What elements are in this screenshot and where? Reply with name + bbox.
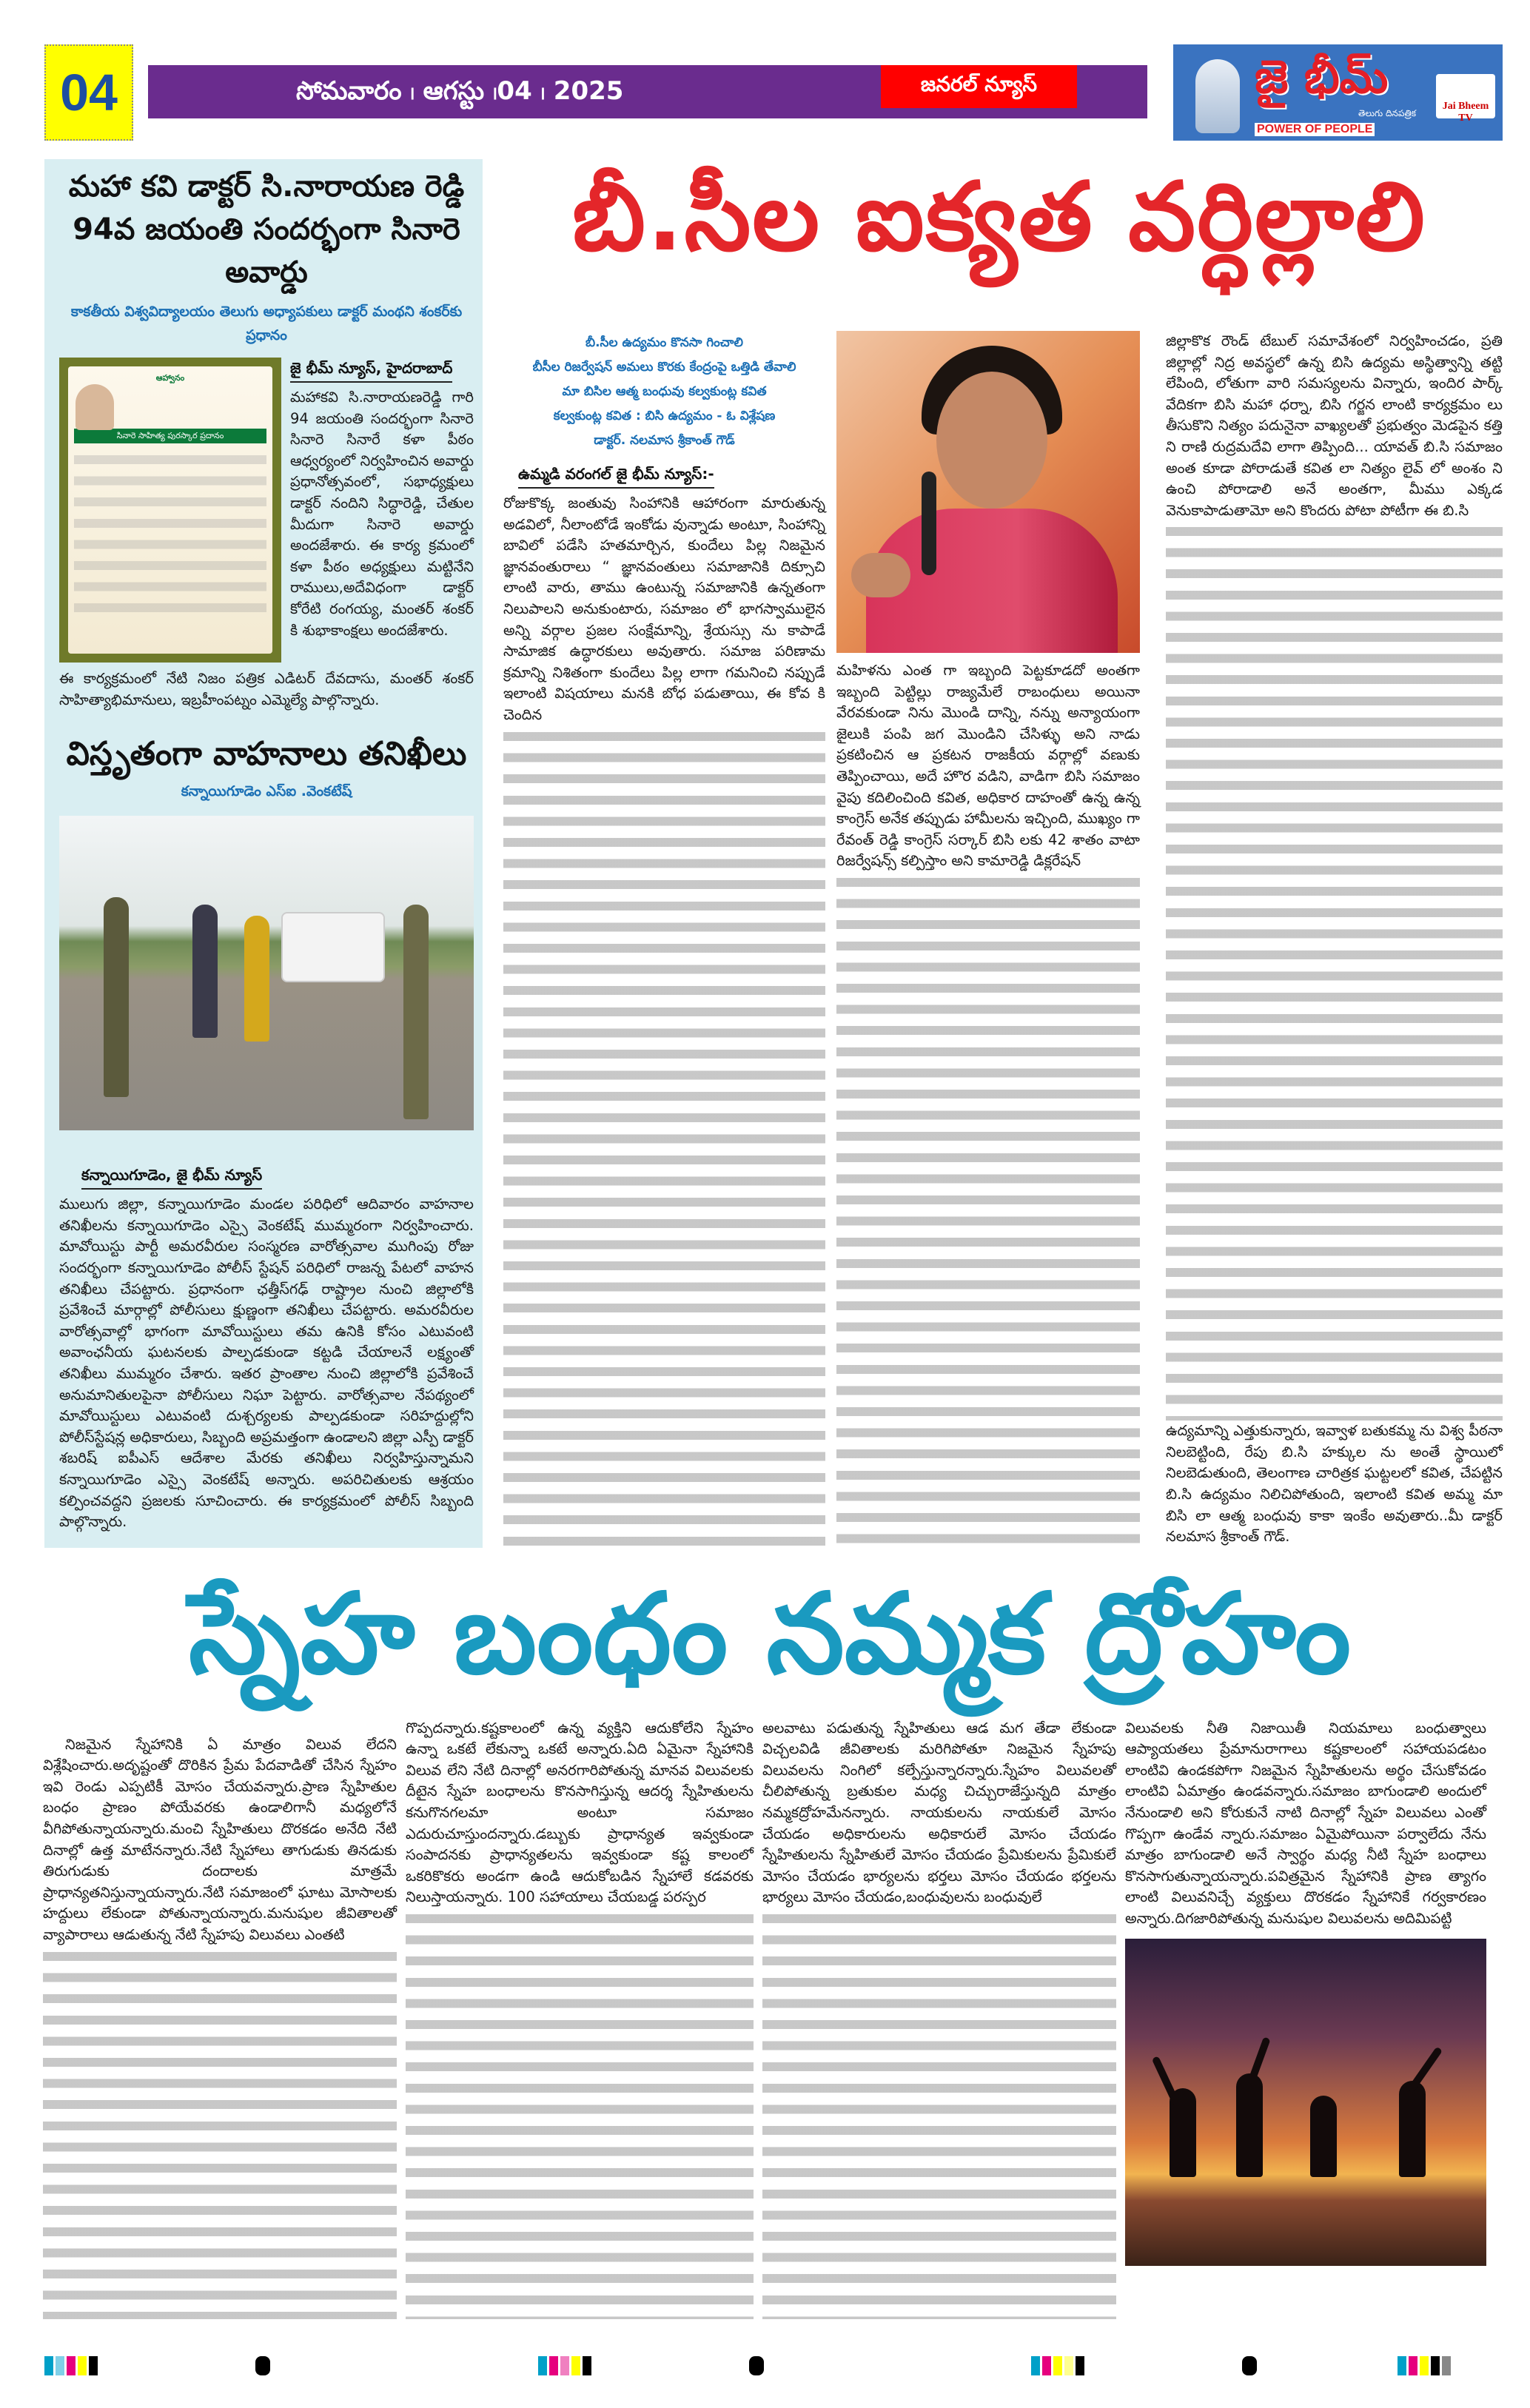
award-byline: జై భీమ్ న్యూస్, హైదరాబాద్ [290, 358, 452, 383]
bc-subheadline: బీ.సీల ఉద్యమం కొనసా గించాలి [585, 335, 744, 350]
registration-mark [749, 2356, 764, 2375]
page-number: 04 [44, 44, 133, 141]
checks-story [59, 1164, 474, 1533]
award-story [290, 358, 474, 641]
text-continuation [43, 1946, 397, 2319]
bc-headline: బీ.సీల ఐక్యత వర్ధిల్లాలి [572, 162, 1426, 272]
issue-date: సోమవారం ၊ ఆగస్టు ၊04 ၊ 2025 [296, 76, 624, 106]
hand-shape [851, 553, 910, 597]
text-continuation [836, 872, 1140, 1548]
text-continuation [406, 1908, 754, 2319]
text-continuation [762, 1908, 1116, 2319]
friendship-column-2 [406, 1718, 754, 2319]
friendship-column-3 [762, 1718, 1116, 2319]
kavitha-photo [836, 331, 1140, 653]
friendship-col4-body: విలువలకు నీతి నిజాయితీ నియమాలు బంధుత్వాలు ఆప్యాయతలు ప్రేమానురాగాలు కష్టకాలంలో సహాయపడటం లాంటివి ఉండకపోగా నిజమైన స్నేహితులను అర్థం చేసుకోవడం లాంటివి ఏమాత్రం ఉండవన్నారు.సమాజం బాగుండాలి అందులో నేనుండాలి అని కోరుకునే నాటి దినాల్లో స్నేహ విలువలు ఎంతో గొప్పగా ఉండేవ న్నారు.సమాజం ఏమైపోయినా పర్వాలేదు నేను మాత్రం బాగుండాలి అనే స్వార్థం మధ్య నీటి స్నేహ బంధాలు కొనసాగుతున్నాయన్నారు.పవిత్రమైన స్నేహానికి ప్రాణ త్యాగం లాంటి విలువనిచ్చే వ్యక్తులు దొరకడం స్నేహానికే గర్వకారణం అన్నారు.దిగజారిపోతున్న మనుషుల విలువలను అదిమిపట్టి [1125, 1719, 1486, 1928]
bc-subheadline: బీసీల రిజర్వేషన్ అమలు కొరకు కేంద్రంపై ఒత్తిడి తేవాలి [532, 360, 796, 375]
top-section [44, 159, 1503, 1548]
award-invitation-image [59, 358, 281, 663]
bc-column-1 [496, 331, 825, 1548]
bc-col3-body: జిల్లాకొక రౌండ్ టేబుల్ సమావేశంలో నిర్వహించడం, ప్రతి జిల్లాల్లో నిద్ర అవస్థలో ఉన్న బిసి ఉద్యమ అస్థిత్వాన్ని తట్టి లేపింది, లోతుగా వారి సమస్యలను విన్నారు, ఇందిర పార్క్ వేదికగా బిసి మహా ధర్నా, బిసి గర్జన లాంటి కార్యక్రమం లు తీసుకొని నిత్యం పదునైనా వాఖ్యలతో ప్రభుత్వం మెడపైన కత్తి ని రాణి రుద్రమదేవి లాగా తిప్పింది... యావత్ బి.సి సమాజం అంత కూడా పోరాడుతే కవిత లా నిత్యం లైవ్ లో అంశం ని ఉంచి పోరాడాలి అనే అంతగా, మీము ఎక్కడ వెనుకాపాడుతామో అని కొందరు పోటా పోటీగా ఈ బి.సి [1166, 332, 1503, 519]
friendship-col1-body: నిజమైన స్నేహానికి ఏ మాత్రం విలువ లేదని విశ్లేషించారు.అదృష్టంతో దొరికిన ప్రేమ పేదవాడితో చేసిన స్నేహం ఇవి రెండు ఎప్పటికీ మోసం చేయవన్నారు.ప్రాణ స్నేహితుల బంధం ప్రాణం పోయేవరకు ఉండాలిగానీ మధ్యలోనే వీగిపోతున్నాయన్నారు.మంచి స్నేహితులు దొరకడం అనేది నేటి దినాల్లో ఉత్త మాటేనన్నారు.నేటి స్నేహాలు తాగుడుకు తినడుకు తిరుగుడుకు దందాలకు మాత్రమే ప్రాధాన్యతనిస్తున్నాయన్నారు.నేటి సమాజంలో ఘాటు మోసాలకు హద్దులు లేకుండా పోతున్నాయన్నారు.మనుషుల జీవితాలతో వ్యాపారాలు ఆడుతున్న నేటి స్నేహపు విలువలు ఎంతటి [43, 1735, 397, 1944]
bc-subheadlines [503, 331, 825, 453]
police-figure [403, 905, 429, 1119]
logo-subtitle: తెలుగు దినపత్రిక [1358, 108, 1417, 118]
police-figure [104, 897, 129, 1097]
color-registration-bar [538, 2356, 591, 2375]
friends-sunset-photo [1125, 1939, 1486, 2266]
microphone-icon [922, 472, 936, 575]
friendship-headline: స్నేహ బంధం నమ్మక ద్రోహం [188, 1569, 1352, 1699]
poet-portrait-icon [76, 384, 114, 430]
award-body-continued: ఈ కార్యక్రమంలో నేటి నిజం పత్రిక ఎడిటర్ దేవదాసు, మంతర్ శంకర్ సాహిత్యాభిమానులు, ఇబ్రహీంపట్నం ఎమ్మెల్యే పాల్గొన్నారు. [59, 670, 474, 708]
bc-subheadline: మా బిసిల ఆత్మ బంధువు కల్వకుంట్ల కవిత [562, 384, 767, 399]
bc-columns [496, 331, 1503, 1548]
invitation-header: ఆహ్వానం [155, 373, 185, 383]
print-marks [0, 2349, 1530, 2408]
color-registration-bar [44, 2356, 98, 2375]
person-figure [192, 905, 218, 1038]
bc-byline: ఉమ్మడి వరంగల్ జై భీమ్ న్యూస్:- [518, 463, 714, 489]
friendship-columns [43, 1718, 1495, 2319]
friendship-column-1 [43, 1718, 397, 2319]
friendship-column-4 [1125, 1718, 1486, 2319]
ambedkar-portrait-icon [1195, 59, 1240, 133]
text-continuation [1166, 521, 1503, 1421]
silhouette-figure [1399, 2081, 1426, 2177]
vehicle-check-photo [59, 816, 474, 1130]
bc-column-2 [836, 331, 1140, 1548]
person-figure [244, 916, 269, 1042]
silhouette-arm [1407, 2046, 1443, 2093]
award-body: మహాకవి సి.నారాయణరెడ్డి గారి 94 జయంతి సందర్భంగా సినారె సినారె సినారే కళా పీఠం ఆధ్వర్యంలో నిర్వహించిన అవార్డు ప్రధానోత్సవంలో, సభాధ్యక్షులు డాక్టర్ నందిని సిద్ధారెడ్డి, చేతుల మీదుగా సినారె అవార్డు అందజేశారు. ఈ కార్య క్రమంలో కళా పీఠం అధ్యక్షులు మట్టినేని రాములు,అదేవిధంగా డాక్టర్ కోరేటి రంగయ్య, మంతర్ శంకర్ కి శుభాకాంక్షలు అందజేశారు. [290, 389, 474, 639]
section-tag: జనరల్ న్యూస్ [881, 65, 1077, 108]
checks-body: ములుగు జిల్లా, కన్నాయిగూడెం మండల పరిధిలో ఆదివారం వాహనాల తనిఖీలను కన్నాయిగూడెం ఎస్సై వెంకటేష్ ముమ్మరంగా నిర్వహించారు. మావోయిస్టు పార్టీ అమరవీరుల సంస్మరణ వారోత్సవాల ముగింపు రోజు సందర్భంగా కన్నాయిగూడెం పోలీస్ స్టేషన్ పరిధిలో రాజన్న పేటలో వాహన తనిఖీలు చేపట్టారు. ప్రధానంగా ఛత్తీస్‌గఢ్ రాష్ట్రాల నుంచి జిల్లాలోకి ప్రవేశించే మార్గాల్లో పోలీసులు క్షుణ్ణంగా తనిఖీలు చేపట్టారు. అమరవీరుల వారోత్సవాల్లో భాగంగా మావోయిస్టులు తమ ఉనికి కోసం ఎటువంటి అవాంఛనీయ ఘటనలకు పాల్పడకుండా కట్టడి చేయాలనే లక్ష్యంతో తనిఖీలు ముమ్మరం చేశారు. ఇతర ప్రాంతాల నుంచి జిల్లాలోకి ప్రవేశించే అనుమానితులపైనా పోలీసులు నిఘా పెట్టారు. వారోత్సవాల నేపథ్యంలో మావోయిస్టులు ఎటువంటి దుశ్చర్యలకు పాల్పడకుండా సరిహద్దుల్లోని పోలీస్‌స్టేషన్ల అధికారులు, సిబ్బంది అప్రమత్తంగా ఉండాలని జిల్లా ఎస్పీ డాక్టర్ శబరిష్ ఐపీఎస్ ఆదేశాల మేరకు తనిఖీలు నిర్వహిస్తున్నామని కన్నాయిగూడెం ఎస్సై వెంకటేష్ అన్నారు. అపరిచితులకు ఆశ్రయం కల్పించవద్దని ప్రజలకు సూచించారు. ఈ కార్యక్రమంలో పోలీస్ సిబ్బంది పాల్గొన్నారు. [59, 1195, 474, 1531]
registration-mark [255, 2356, 270, 2375]
award-row [59, 358, 474, 663]
color-registration-bar [1031, 2356, 1084, 2375]
bc-col2-body: మహిళను ఎంత గా ఇబ్బంది పెట్టకూడదో అంతగా ఇబ్బంది పెట్టిల్లు రాజ్యమేలే రాబంధులు అయినా వేరవకుండా నిను మొండి దాన్ని, నన్ను అన్యాయంగా జైలుకి పంపి జగ మొండిని చేసిళ్ళు అని నాడు ప్రకటించిన ఆ ప్రకటన రాజకీయ వర్గాల్లో వణుకు తెప్పించాయి, అదే హొర వడిని, వాడిగా బిసి సమాజం వైపు కదిలించింది కవిత, అధికార దాహంతో ఉన్న ఉన్న కాంగ్రెస్ అనేక తప్పుడు హామీలను ఇచ్చింది, ముఖ్యం గా రేవంత్ రెడ్డి కాంగ్రెస్ సర్కార్ బిసి లకు 42 శాతం వాటా రిజర్వేషన్స్ కల్పిస్తాం అని కామారెడ్డి డిక్లరేషన్ [836, 662, 1140, 870]
bc-column-3 [1151, 331, 1503, 1548]
award-subheadline: కాకతీయ విశ్వవిద్యాలయం తెలుగు అధ్యాపకులు డాక్టర్ మంథని శంకర్‌కు ప్రధానం [70, 303, 463, 343]
invitation-text-lines [74, 449, 266, 620]
color-registration-bar [1398, 2356, 1451, 2375]
bc-col1-body: రోజుకొక్క జంతువు సింహానికి ఆహారంగా మారుతున్న అడవిలో, నీలాంటోడే ఇంకోడు వున్నాడు అంటూ, సింహాన్ని బావిలో పడేసి హతమార్చిన, కుందేలు పిల్ల నిజమైన జ్ఞానవంతురాలు “ జ్ఞానవంతులు సమాజానికి దిక్సూచి లాంటి వారు, తాము ఉంటున్న సమాజానికి ఉన్నతంగా నిలుపాలని అనుకుంటారు, సమాజం లో భాగస్వాములైన అన్ని వర్గాల ప్రజల సంక్షేమాన్ని, శ్రేయస్సు ను కాపాడే సామాజిక ఉద్ధారకులు అవుతారు. సమాజ పరిణామ క్రమాన్ని నిశితంగా కుందేలు పిల్ల లాగా గమనించి నప్పుడే ఇలాంటి విషయాలు మనకి బోధ పడుతాయి, ఈ కోవ కి చెందిన [503, 494, 825, 723]
invitation-banner: సినారె సాహిత్య పురస్కార ప్రదానం [74, 429, 266, 443]
bc-article [496, 159, 1503, 1548]
silhouette-figure [1310, 2096, 1337, 2177]
bc-col3-ending: ఉద్యమాన్ని ఎత్తుకున్నారు, ఇవ్వాళ బతుకమ్మ ను విశ్వ పీఠనా నిలబెట్టింది, రేపు బి.సి హక్కుల ను అంతే స్థాయిలో నిలబెడుతుంది, తెలంగాణ చారిత్రక ఘట్టలలో కవిత, చేపట్టిన బి.సి ఉద్యమం నిలిచిపోతుంది, ఇలాంటి కవిత అమ్మ మా బిసి లా ఆత్మ బంధువు కాకా ఇంకేం అవుతారు..మీ డాక్టర్ నలమాస శ్రీకాంత్ గౌడ్. [1166, 1422, 1503, 1546]
bc-subheadline: కల్వకుంట్ల కవిత : బిసి ఉద్యమం - ఓ విశ్లేషణ [553, 409, 776, 423]
face-shape [936, 372, 1047, 509]
masthead-logo [1173, 44, 1503, 141]
checks-subheadline: కన్నాయిగూడెం ఎస్ఐ .వెంకటేష్ [181, 783, 352, 800]
checks-headline: విస్తృతంగా వాహనాలు తనిఖీలు [66, 735, 467, 774]
logo-name: జై భీమ్ [1255, 50, 1389, 104]
award-headline: మహా కవి డాక్టర్ సి.నారాయణ రెడ్డి 94వ జయంతి సందర్భంగా సినారె అవార్డు [68, 170, 465, 289]
text-continuation [503, 726, 825, 1548]
bc-author: డాక్టర్. నలమాస శ్రీకాంత్ గౌడ్ [594, 433, 735, 448]
silhouette-figure [1236, 2073, 1263, 2177]
logo-tagline: POWER OF PEOPLE [1255, 123, 1375, 136]
tv-logo: Jai Bheem TV [1436, 74, 1495, 118]
friendship-col3-body: అలవాటు పడుతున్న స్నేహితులు ఆడ మగ తేడా లేకుండా విచ్చలవిడి జీవితాలకు మరిగిపోతూ నిజమైన స్నేహపు విలువలను నింగిలో కల్పేస్తున్నారన్నారు.స్నేహం విలువలతో చీలిపోతున్న బ్రతుకుల మధ్య చిచ్చురాజేస్తున్నది మాత్రం నమ్మకద్రోహమేనన్నారు. నాయకులను నాయకులే మోసం చేయడం అధికారులను అధికారులే మోసం చేయడం స్నేహితులను స్నేహితులే మోసం చేయడం ప్రేమికులను ప్రేమికులే మోసం చేయడం భార్యలను భర్తలు మోసం చేయడం భర్తలను భార్యలు మోసం చేయడం,బంధువులను బంధువులే [762, 1719, 1116, 1906]
silhouette-arm [1152, 2056, 1181, 2106]
left-news-box [44, 159, 483, 1548]
van-shape [281, 912, 385, 982]
friendship-col2-body: గొప్పదన్నారు.కష్టకాలంలో ఉన్న వ్యక్తిని ఆదుకోలేని స్నేహం ఉన్నా ఒకటే లేకున్నా ఒకటే అన్నారు.ఏది ఏమైనా స్నేహానికి విలువ లేని నేటి దినాల్లో అనరగారిపోతున్న మానవ విలువలకు దీటైన స్నేహ బంధాలను కొనసాగిస్తున్న ఆదర్శ స్నేహితులను కనుగొనగలమా అంటూ సమాజం ఎదురుచూస్తుందన్నారు.డబ్బుకు ప్రాధాన్యత ఇవ్వకుండా సంపాదనకు ప్రాధాన్యతలను ఇవ్వకుండా కష్ట కాలంలో ఒకరికొకరు అండగా ఉండి ఆదుకోబడిన స్నేహాలే కడవరకు నిలుస్తాయన్నారు. 100 సహాయాలు చేయబడ్డ పరస్పర [406, 1719, 754, 1906]
registration-mark [1242, 2356, 1257, 2375]
checks-byline: కన్నాయిగూడెం, జై భీమ్ న్యూస్ [81, 1164, 262, 1190]
